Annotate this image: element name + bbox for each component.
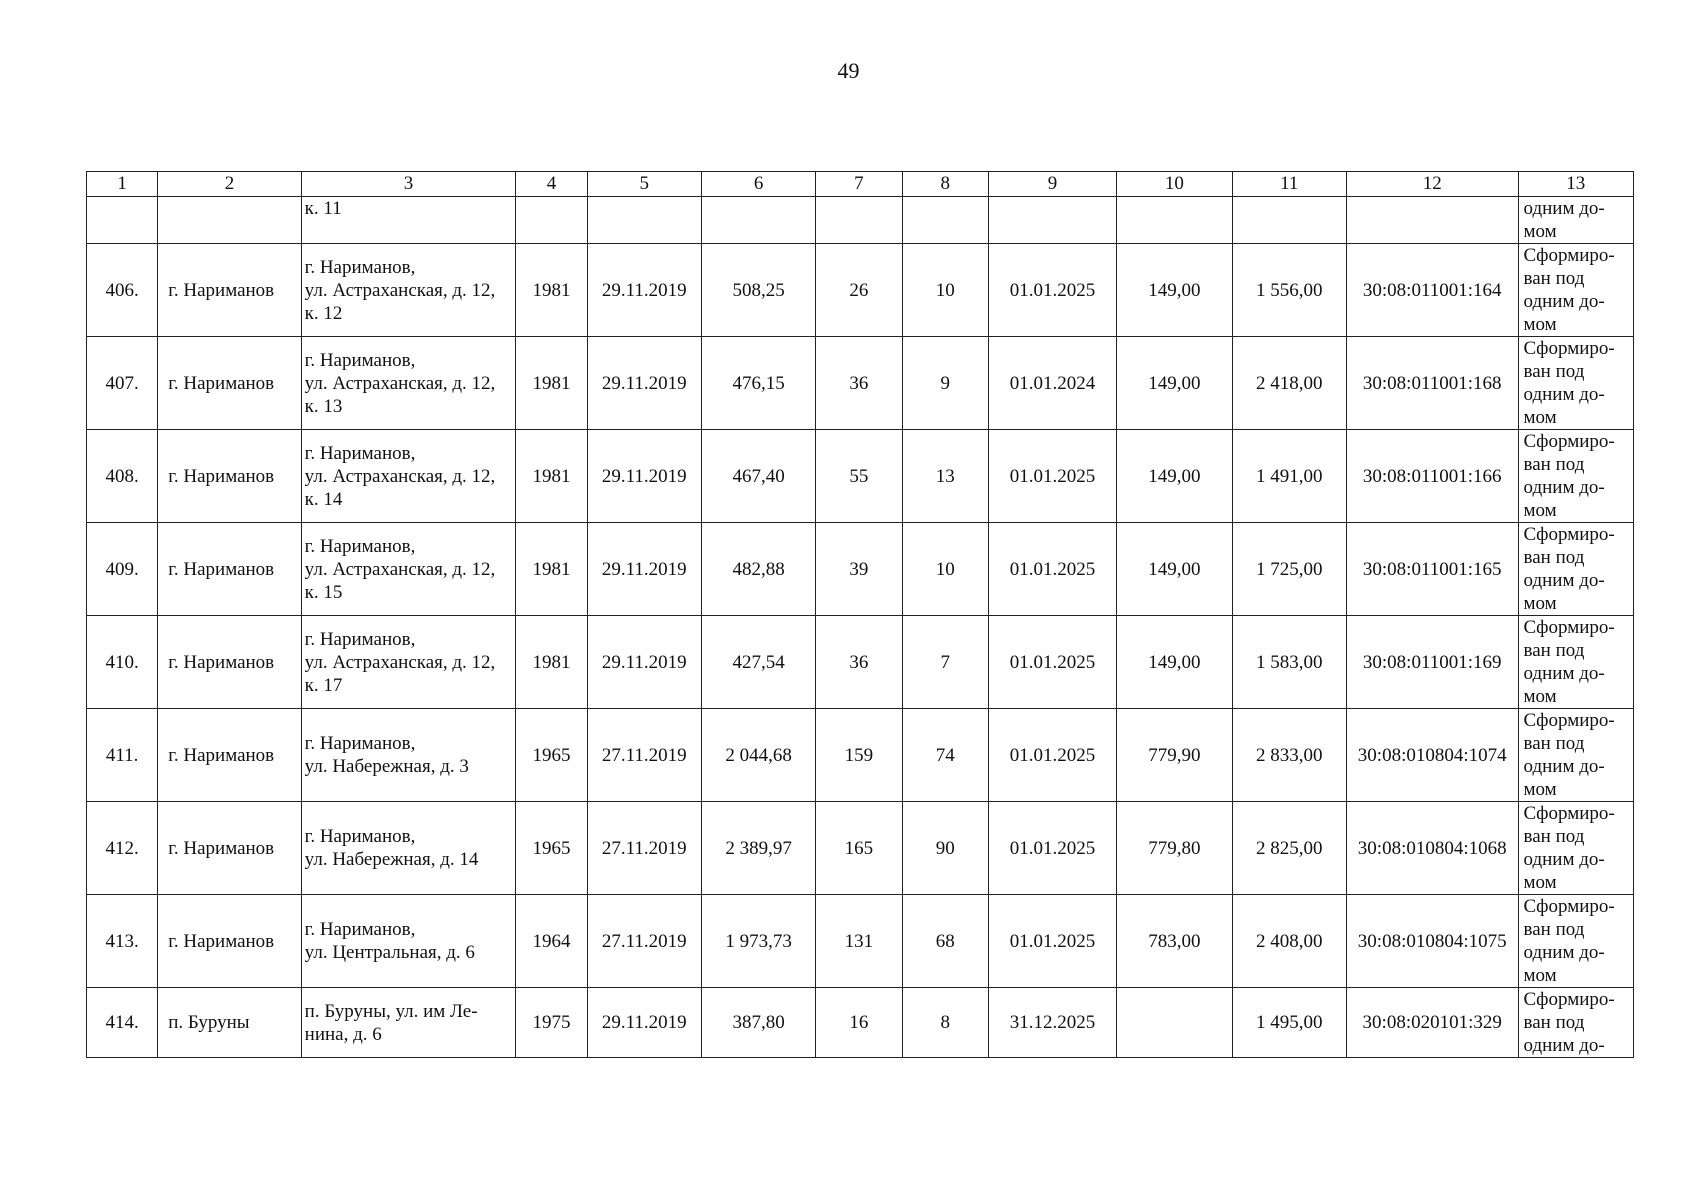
cell-col7: 159 bbox=[816, 709, 902, 802]
cell-col7: 36 bbox=[816, 616, 902, 709]
cell-num: 406. bbox=[87, 244, 158, 337]
cell-date: 29.11.2019 bbox=[587, 244, 701, 337]
cell-num: 409. bbox=[87, 523, 158, 616]
cell-col7: 16 bbox=[816, 988, 902, 1058]
cell-date: 29.11.2019 bbox=[587, 616, 701, 709]
address-line: г. Нариманов, bbox=[304, 826, 416, 847]
cell-address bbox=[301, 244, 516, 337]
note-line: одним до- bbox=[1523, 942, 1605, 963]
cell-date bbox=[587, 197, 701, 244]
note-line: Сформиро- bbox=[1523, 989, 1615, 1010]
note-line: ван под bbox=[1523, 733, 1585, 754]
cell-col8: 7 bbox=[902, 616, 988, 709]
cell-settlement: г. Нариманов bbox=[158, 523, 301, 616]
cell-col11: 1 491,00 bbox=[1232, 430, 1346, 523]
table-row bbox=[87, 895, 1634, 988]
note-line: Сформиро- bbox=[1523, 803, 1615, 824]
cell-col9: 01.01.2025 bbox=[988, 709, 1116, 802]
column-header: 13 bbox=[1518, 172, 1634, 197]
cell-settlement: г. Нариманов bbox=[158, 709, 301, 802]
cell-col9: 01.01.2025 bbox=[988, 802, 1116, 895]
address-line: к. 15 bbox=[304, 581, 343, 603]
address-line: к. 11 bbox=[304, 198, 342, 219]
cell-col9: 31.12.2025 bbox=[988, 988, 1116, 1058]
cell-col7: 131 bbox=[816, 895, 902, 988]
cell-num: 410. bbox=[87, 616, 158, 709]
cell-cadastral: 30:08:010804:1074 bbox=[1346, 709, 1518, 802]
table-row bbox=[87, 709, 1634, 802]
cell-area bbox=[701, 197, 815, 244]
land-plot-table bbox=[86, 171, 1634, 1058]
cell-note bbox=[1518, 802, 1634, 895]
column-header: 5 bbox=[587, 172, 701, 197]
cell-col10: 149,00 bbox=[1117, 244, 1232, 337]
address-line: ул. Астраханская, д. 12, bbox=[304, 465, 496, 487]
column-header: 6 bbox=[701, 172, 815, 197]
address-line: г. Нариманов, bbox=[304, 919, 416, 940]
note-line: ван под bbox=[1523, 826, 1585, 847]
note-line: ван под bbox=[1523, 1012, 1585, 1033]
address-line: ул. Астраханская, д. 12, bbox=[304, 558, 496, 580]
address-line: к. 17 bbox=[304, 674, 343, 696]
cell-settlement: г. Нариманов bbox=[158, 337, 301, 430]
cell-address bbox=[301, 709, 516, 802]
column-header: 7 bbox=[816, 172, 902, 197]
address-line: г. Нариманов, bbox=[304, 349, 416, 371]
table-row bbox=[87, 616, 1634, 709]
cell-note bbox=[1518, 895, 1634, 988]
cell-year: 1981 bbox=[516, 616, 587, 709]
table-row bbox=[87, 337, 1634, 430]
cell-settlement bbox=[158, 197, 301, 244]
cell-note bbox=[1518, 244, 1634, 337]
cell-col10: 149,00 bbox=[1117, 523, 1232, 616]
column-number-row bbox=[87, 172, 1634, 197]
cell-note bbox=[1518, 430, 1634, 523]
cell-col7 bbox=[816, 197, 902, 244]
cell-col7: 165 bbox=[816, 802, 902, 895]
note-line: одним до- bbox=[1523, 570, 1605, 591]
column-header: 8 bbox=[902, 172, 988, 197]
cell-date: 27.11.2019 bbox=[587, 709, 701, 802]
cell-year: 1965 bbox=[516, 709, 587, 802]
cell-area: 427,54 bbox=[701, 616, 815, 709]
cell-col10: 779,80 bbox=[1117, 802, 1232, 895]
note-line: одним до- bbox=[1523, 756, 1605, 777]
cell-col10: 779,90 bbox=[1117, 709, 1232, 802]
address-line: г. Нариманов, bbox=[304, 733, 416, 754]
cell-year bbox=[516, 197, 587, 244]
cell-col11: 1 725,00 bbox=[1232, 523, 1346, 616]
cell-col7: 39 bbox=[816, 523, 902, 616]
cell-date: 29.11.2019 bbox=[587, 337, 701, 430]
cell-num: 411. bbox=[87, 709, 158, 802]
cell-settlement: г. Нариманов bbox=[158, 430, 301, 523]
cell-cadastral: 30:08:011001:168 bbox=[1346, 337, 1518, 430]
cell-year: 1964 bbox=[516, 895, 587, 988]
cell-cadastral: 30:08:011001:169 bbox=[1346, 616, 1518, 709]
cell-year: 1981 bbox=[516, 337, 587, 430]
cell-col11: 2 825,00 bbox=[1232, 802, 1346, 895]
note-line: одним до- bbox=[1523, 198, 1605, 219]
note-line: одним до- bbox=[1523, 849, 1605, 870]
note-line: ван под bbox=[1523, 919, 1585, 940]
note-line: Сформиро- bbox=[1523, 431, 1615, 452]
cell-area: 1 973,73 bbox=[701, 895, 815, 988]
cell-cadastral: 30:08:010804:1068 bbox=[1346, 802, 1518, 895]
note-line: ван под bbox=[1523, 640, 1585, 661]
cell-settlement: п. Буруны bbox=[158, 988, 301, 1058]
cell-date: 29.11.2019 bbox=[587, 988, 701, 1058]
note-line: Сформиро- bbox=[1523, 338, 1615, 359]
cell-col7: 26 bbox=[816, 244, 902, 337]
cell-address bbox=[301, 988, 516, 1058]
cell-area: 2 044,68 bbox=[701, 709, 815, 802]
cell-col9 bbox=[988, 197, 1116, 244]
address-line: ул. Набережная, д. 14 bbox=[304, 849, 479, 870]
cell-col11: 1 583,00 bbox=[1232, 616, 1346, 709]
cell-col9: 01.01.2025 bbox=[988, 895, 1116, 988]
cell-note bbox=[1518, 709, 1634, 802]
note-line: мом bbox=[1523, 314, 1557, 335]
cell-area: 387,80 bbox=[701, 988, 815, 1058]
cell-cadastral: 30:08:011001:164 bbox=[1346, 244, 1518, 337]
cell-address bbox=[301, 523, 516, 616]
address-line: к. 12 bbox=[304, 302, 343, 324]
note-line: мом bbox=[1523, 500, 1557, 521]
cell-col10 bbox=[1117, 197, 1232, 244]
cell-col11: 1 495,00 bbox=[1232, 988, 1346, 1058]
note-line: мом bbox=[1523, 872, 1557, 893]
cell-year: 1975 bbox=[516, 988, 587, 1058]
cell-num: 407. bbox=[87, 337, 158, 430]
address-line: ул. Астраханская, д. 12, bbox=[304, 279, 496, 301]
note-line: Сформиро- bbox=[1523, 245, 1615, 266]
address-line: г. Нариманов, bbox=[304, 628, 416, 650]
cell-num: 408. bbox=[87, 430, 158, 523]
cell-col9: 01.01.2025 bbox=[988, 616, 1116, 709]
table-row bbox=[87, 802, 1634, 895]
cell-settlement: г. Нариманов bbox=[158, 895, 301, 988]
cell-cadastral bbox=[1346, 197, 1518, 244]
cell-col8: 8 bbox=[902, 988, 988, 1058]
cell-cadastral: 30:08:011001:166 bbox=[1346, 430, 1518, 523]
cell-col11: 2 833,00 bbox=[1232, 709, 1346, 802]
cell-col11: 2 408,00 bbox=[1232, 895, 1346, 988]
note-line: Сформиро- bbox=[1523, 617, 1615, 638]
page-number: 49 bbox=[837, 58, 860, 83]
cell-col8: 10 bbox=[902, 523, 988, 616]
cell-note bbox=[1518, 523, 1634, 616]
cell-date: 29.11.2019 bbox=[587, 523, 701, 616]
note-line: одним до- bbox=[1523, 291, 1605, 312]
note-line: мом bbox=[1523, 686, 1557, 707]
cell-date: 27.11.2019 bbox=[587, 802, 701, 895]
cell-col10 bbox=[1117, 988, 1232, 1058]
cell-col8: 13 bbox=[902, 430, 988, 523]
cell-col10: 149,00 bbox=[1117, 337, 1232, 430]
cell-col11 bbox=[1232, 197, 1346, 244]
cell-note bbox=[1518, 616, 1634, 709]
column-header: 11 bbox=[1232, 172, 1346, 197]
cell-num bbox=[87, 197, 158, 244]
note-line: одним до- bbox=[1523, 477, 1605, 498]
address-line: г. Нариманов, bbox=[304, 256, 416, 278]
cell-col11: 2 418,00 bbox=[1232, 337, 1346, 430]
cell-date: 27.11.2019 bbox=[587, 895, 701, 988]
address-line: ул. Центральная, д. 6 bbox=[304, 942, 475, 963]
table-row bbox=[87, 523, 1634, 616]
note-line: одним до- bbox=[1523, 1035, 1605, 1056]
cell-col8: 10 bbox=[902, 244, 988, 337]
cell-note bbox=[1518, 197, 1634, 244]
cell-cadastral: 30:08:011001:165 bbox=[1346, 523, 1518, 616]
note-line: ван под bbox=[1523, 361, 1585, 382]
cell-col11: 1 556,00 bbox=[1232, 244, 1346, 337]
column-header: 1 bbox=[87, 172, 158, 197]
cell-cadastral: 30:08:010804:1075 bbox=[1346, 895, 1518, 988]
cell-year: 1965 bbox=[516, 802, 587, 895]
note-line: Сформиро- bbox=[1523, 896, 1615, 917]
address-line: к. 14 bbox=[304, 488, 343, 510]
cell-col10: 149,00 bbox=[1117, 430, 1232, 523]
cell-address bbox=[301, 337, 516, 430]
cell-area: 482,88 bbox=[701, 523, 815, 616]
cell-col10: 783,00 bbox=[1117, 895, 1232, 988]
cell-year: 1981 bbox=[516, 523, 587, 616]
cell-col9: 01.01.2025 bbox=[988, 523, 1116, 616]
cell-col7: 55 bbox=[816, 430, 902, 523]
note-line: ван под bbox=[1523, 454, 1585, 475]
table-row bbox=[87, 430, 1634, 523]
table-body bbox=[87, 197, 1634, 1058]
column-header: 9 bbox=[988, 172, 1116, 197]
cell-num: 414. bbox=[87, 988, 158, 1058]
cell-col9: 01.01.2024 bbox=[988, 337, 1116, 430]
column-header: 4 bbox=[516, 172, 587, 197]
table-row bbox=[87, 988, 1634, 1058]
cell-area: 467,40 bbox=[701, 430, 815, 523]
column-header: 12 bbox=[1346, 172, 1518, 197]
address-line: к. 13 bbox=[304, 395, 343, 417]
cell-date: 29.11.2019 bbox=[587, 430, 701, 523]
cell-note bbox=[1518, 988, 1634, 1058]
note-line: мом bbox=[1523, 779, 1557, 800]
address-line: ул. Астраханская, д. 12, bbox=[304, 372, 496, 394]
cell-address bbox=[301, 802, 516, 895]
cell-address bbox=[301, 895, 516, 988]
cell-year: 1981 bbox=[516, 430, 587, 523]
continuation-row bbox=[87, 197, 1634, 244]
note-line: ван под bbox=[1523, 547, 1585, 568]
note-line: ван под bbox=[1523, 268, 1585, 289]
cell-col7: 36 bbox=[816, 337, 902, 430]
note-line: одним до- bbox=[1523, 384, 1605, 405]
cell-col8: 74 bbox=[902, 709, 988, 802]
cell-address bbox=[301, 430, 516, 523]
column-header: 2 bbox=[158, 172, 301, 197]
cell-address bbox=[301, 197, 516, 244]
cell-col8: 68 bbox=[902, 895, 988, 988]
cell-col10: 149,00 bbox=[1117, 616, 1232, 709]
cell-col8: 9 bbox=[902, 337, 988, 430]
address-line: нина, д. 6 bbox=[304, 1023, 382, 1045]
cell-col8: 90 bbox=[902, 802, 988, 895]
note-line: мом bbox=[1523, 221, 1557, 242]
note-line: Сформиро- bbox=[1523, 710, 1615, 731]
cell-note bbox=[1518, 337, 1634, 430]
cell-area: 508,25 bbox=[701, 244, 815, 337]
note-line: Сформиро- bbox=[1523, 524, 1615, 545]
cell-cadastral: 30:08:020101:329 bbox=[1346, 988, 1518, 1058]
column-header: 10 bbox=[1117, 172, 1232, 197]
table-header bbox=[87, 172, 1634, 197]
note-line: мом bbox=[1523, 965, 1557, 986]
cell-settlement: г. Нариманов bbox=[158, 802, 301, 895]
cell-area: 476,15 bbox=[701, 337, 815, 430]
address-line: г. Нариманов, bbox=[304, 442, 416, 464]
cell-year: 1981 bbox=[516, 244, 587, 337]
cell-settlement: г. Нариманов bbox=[158, 244, 301, 337]
cell-num: 413. bbox=[87, 895, 158, 988]
cell-address bbox=[301, 616, 516, 709]
cell-num: 412. bbox=[87, 802, 158, 895]
address-line: ул. Набережная, д. 3 bbox=[304, 756, 469, 777]
address-line: г. Нариманов, bbox=[304, 535, 416, 557]
cell-col9: 01.01.2025 bbox=[988, 430, 1116, 523]
note-line: мом bbox=[1523, 593, 1557, 614]
table-row bbox=[87, 244, 1634, 337]
cell-area: 2 389,97 bbox=[701, 802, 815, 895]
address-line: ул. Астраханская, д. 12, bbox=[304, 651, 496, 673]
cell-settlement: г. Нариманов bbox=[158, 616, 301, 709]
note-line: мом bbox=[1523, 407, 1557, 428]
column-header: 3 bbox=[301, 172, 516, 197]
cell-col8 bbox=[902, 197, 988, 244]
cell-col9: 01.01.2025 bbox=[988, 244, 1116, 337]
address-line: п. Буруны, ул. им Ле- bbox=[304, 1000, 478, 1022]
note-line: одним до- bbox=[1523, 663, 1605, 684]
